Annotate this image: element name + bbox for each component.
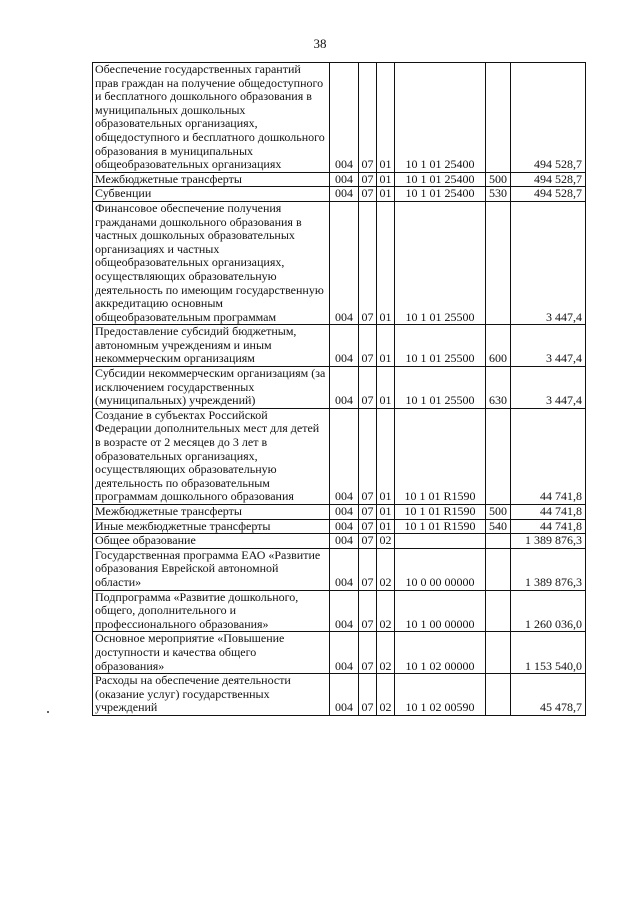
subsection-code-cell: 02: [377, 548, 395, 590]
expense-type-cell: 540: [486, 519, 511, 534]
target-article-cell: 10 1 01 25400: [395, 187, 486, 202]
section-code-cell: 07: [359, 519, 377, 534]
expense-type-cell: 630: [486, 367, 511, 409]
subsection-code-cell: 02: [377, 534, 395, 549]
target-article-cell: 10 1 01 25500: [395, 325, 486, 367]
stray-dot: [47, 711, 49, 713]
table-row: [93, 172, 586, 187]
amount-cell: 1 389 876,3: [511, 548, 586, 590]
item-name-cell: Расходы на обеспечение деятельности (оказание услуг) государственных учреждений: [93, 674, 330, 716]
amount-cell: 494 528,7: [511, 172, 586, 187]
budget-table: [92, 62, 586, 716]
table-row: [93, 505, 586, 520]
section-code-cell: 07: [359, 325, 377, 367]
table-row: [93, 367, 586, 409]
item-name-cell: Подпрограмма «Развитие дошкольного, общего, дополнительного и профессионального образования»: [93, 590, 330, 632]
table-row: [93, 201, 586, 324]
ministry-code-cell: 004: [330, 408, 359, 504]
ministry-code-cell: 004: [330, 534, 359, 549]
expense-type-cell: 500: [486, 505, 511, 520]
target-article-cell: 10 1 01 R1590: [395, 519, 486, 534]
expense-type-cell: 500: [486, 172, 511, 187]
ministry-code-cell: 004: [330, 632, 359, 674]
item-name-cell: Субвенции: [93, 187, 330, 202]
table-row: [93, 534, 586, 549]
section-code-cell: 07: [359, 674, 377, 716]
target-article-cell: 10 1 01 25500: [395, 201, 486, 324]
table-row: [93, 548, 586, 590]
subsection-code-cell: 01: [377, 519, 395, 534]
subsection-code-cell: 01: [377, 505, 395, 520]
section-code-cell: 07: [359, 63, 377, 173]
amount-cell: 3 447,4: [511, 367, 586, 409]
expense-type-cell: [486, 590, 511, 632]
amount-cell: 44 741,8: [511, 505, 586, 520]
section-code-cell: 07: [359, 408, 377, 504]
target-article-cell: 10 1 01 25500: [395, 367, 486, 409]
expense-type-cell: 530: [486, 187, 511, 202]
item-name-cell: Основное мероприятие «Повышение доступности и качества общего образования»: [93, 632, 330, 674]
ministry-code-cell: 004: [330, 172, 359, 187]
section-code-cell: 07: [359, 590, 377, 632]
target-article-cell: 10 1 01 R1590: [395, 408, 486, 504]
target-article-cell: 10 1 01 25400: [395, 63, 486, 173]
expense-type-cell: [486, 632, 511, 674]
subsection-code-cell: 01: [377, 201, 395, 324]
item-name-cell: Предоставление субсидий бюджетным, автономным учреждениям и иным некоммерческим организациям: [93, 325, 330, 367]
section-code-cell: 07: [359, 534, 377, 549]
ministry-code-cell: 004: [330, 674, 359, 716]
ministry-code-cell: 004: [330, 63, 359, 173]
ministry-code-cell: 004: [330, 519, 359, 534]
section-code-cell: 07: [359, 367, 377, 409]
section-code-cell: 07: [359, 548, 377, 590]
expense-type-cell: [486, 548, 511, 590]
subsection-code-cell: 01: [377, 63, 395, 173]
amount-cell: 494 528,7: [511, 63, 586, 173]
expense-type-cell: [486, 534, 511, 549]
item-name-cell: Иные межбюджетные трансферты: [93, 519, 330, 534]
section-code-cell: 07: [359, 201, 377, 324]
expense-type-cell: [486, 674, 511, 716]
ministry-code-cell: 004: [330, 367, 359, 409]
amount-cell: 494 528,7: [511, 187, 586, 202]
section-code-cell: 07: [359, 172, 377, 187]
table-row: [93, 187, 586, 202]
item-name-cell: Государственная программа ЕАО «Развитие образования Еврейской автономной области»: [93, 548, 330, 590]
ministry-code-cell: 004: [330, 548, 359, 590]
ministry-code-cell: 004: [330, 590, 359, 632]
section-code-cell: 07: [359, 632, 377, 674]
expense-type-cell: [486, 201, 511, 324]
amount-cell: 45 478,7: [511, 674, 586, 716]
amount-cell: 44 741,8: [511, 519, 586, 534]
page-number: 38: [313, 36, 327, 51]
ministry-code-cell: 004: [330, 187, 359, 202]
amount-cell: 3 447,4: [511, 201, 586, 324]
subsection-code-cell: 02: [377, 632, 395, 674]
subsection-code-cell: 01: [377, 172, 395, 187]
expense-type-cell: [486, 408, 511, 504]
section-code-cell: 07: [359, 505, 377, 520]
amount-cell: 44 741,8: [511, 408, 586, 504]
amount-cell: 3 447,4: [511, 325, 586, 367]
subsection-code-cell: 01: [377, 408, 395, 504]
expense-type-cell: 600: [486, 325, 511, 367]
subsection-code-cell: 01: [377, 325, 395, 367]
table-row: [93, 325, 586, 367]
target-article-cell: 10 1 01 25400: [395, 172, 486, 187]
item-name-cell: Создание в субъектах Российской Федерации дополнительных мест для детей в возрасте от 2 месяцев до 3 лет в образовательных организациях, осуществляющих образовательную деятельность по образовательным программам дошкольного образования: [93, 408, 330, 504]
section-code-cell: 07: [359, 187, 377, 202]
item-name-cell: Субсидии некоммерческим организациям (за исключением государственных (муниципальных) учреждений): [93, 367, 330, 409]
table-row: [93, 674, 586, 716]
item-name-cell: Межбюджетные трансферты: [93, 505, 330, 520]
target-article-cell: 10 1 02 00000: [395, 632, 486, 674]
table-row: [93, 519, 586, 534]
ministry-code-cell: 004: [330, 505, 359, 520]
amount-cell: 1 389 876,3: [511, 534, 586, 549]
item-name-cell: Общее образование: [93, 534, 330, 549]
target-article-cell: 10 1 01 R1590: [395, 505, 486, 520]
target-article-cell: [395, 534, 486, 549]
target-article-cell: 10 0 00 00000: [395, 548, 486, 590]
ministry-code-cell: 004: [330, 201, 359, 324]
subsection-code-cell: 01: [377, 187, 395, 202]
amount-cell: 1 260 036,0: [511, 590, 586, 632]
expense-type-cell: [486, 63, 511, 173]
table-row: [93, 632, 586, 674]
target-article-cell: 10 1 00 00000: [395, 590, 486, 632]
subsection-code-cell: 02: [377, 590, 395, 632]
amount-cell: 1 153 540,0: [511, 632, 586, 674]
table-row: [93, 590, 586, 632]
subsection-code-cell: 02: [377, 674, 395, 716]
target-article-cell: 10 1 02 00590: [395, 674, 486, 716]
table-row: [93, 63, 586, 173]
ministry-code-cell: 004: [330, 325, 359, 367]
subsection-code-cell: 01: [377, 367, 395, 409]
item-name-cell: Обеспечение государственных гарантий прав граждан на получение общедоступного и бесплатного дошкольного образования в муниципальных дошкольных образовательных организациях, общедоступного и бесплатного дошкольного образования в муниципальных общеобразовательных организациях: [93, 63, 330, 173]
table-row: [93, 408, 586, 504]
item-name-cell: Межбюджетные трансферты: [93, 172, 330, 187]
item-name-cell: Финансовое обеспечение получения гражданами дошкольного образования в частных дошкольных образовательных организациях и частных общеобразовательных организациях, осуществляющих образовательную деятельность по имеющим государственную аккредитацию основным общеобразовательным программам: [93, 201, 330, 324]
